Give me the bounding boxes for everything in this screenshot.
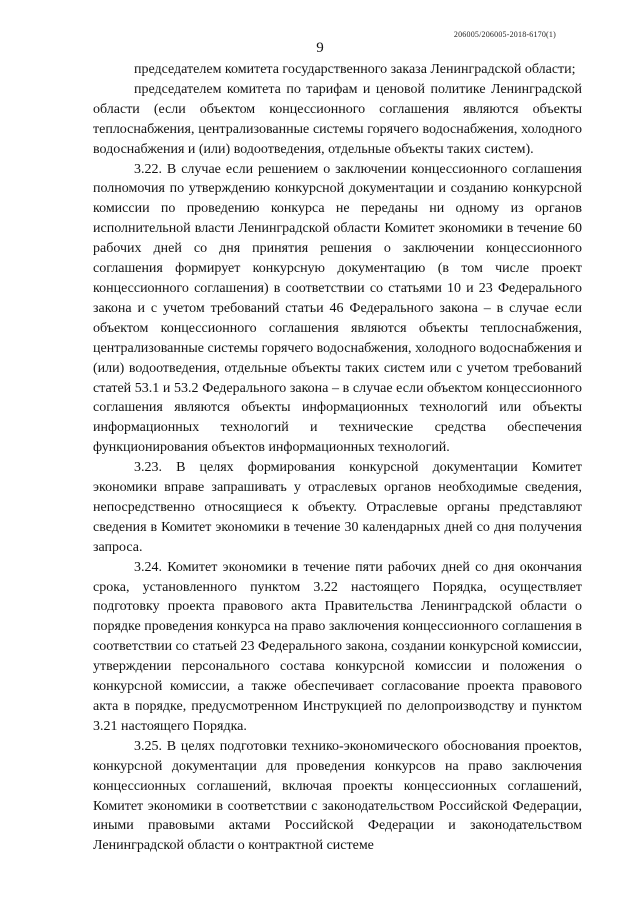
document-id: 206005/206005-2018-6170(1) (453, 30, 556, 39)
paragraph: 3.23. В целях формирования конкурсной документации Комитет экономики вправе запрашивать у отраслевых органов необходимые сведения, непосредственно относящиеся к объекту. Отраслевые органы представляют сведения в Комитет экономики в течение 30 календарных дней со дня получения запроса. (93, 460, 582, 555)
paragraph: председателем комитета по тарифам и ценовой политике Ленинградской области (если объектом концессионного соглашения являются объекты теплоснабжения, централизованные системы горячего водоснабжения, холодного водоснабжения и (или) водоотведения, отдельные объекты таких систем). (93, 81, 582, 157)
paragraph: 3.22. В случае если решением о заключении концессионного соглашения полномочия по утверждению конкурсной документации и созданию конкурсной комиссии по проведению конкурса не переданы ни одному из органов исполнительной власти Ленинградской области Комитет экономики в течение 60 рабочих дней со дня принятия решения о заключении концессионного соглашения формирует конкурсную документацию (в том числе проект концессионного соглашения) в соответствии со статьями 10 и 23 Федерального закона и с учетом требований статьи 46 Федерального закона – в случае если объектом концессионного соглашения являются объекты теплоснабжения, централизованные системы горячего водоснабжения, холодного водоснабжения и (или) водоотведения, отдельные объекты таких систем или с учетом требований статей 53.1 и 53.2 Федерального закона – в случае если объектом концессионного соглашения являются объекты информационных технологий или объекты информационных технологий и технические средства обеспечения функционирования объектов информационных технологий. (93, 161, 582, 456)
paragraph: председателем комитета государственного заказа Ленинградской области; (134, 62, 576, 77)
page-number: 9 (316, 40, 324, 56)
paragraph: 3.25. В целях подготовки технико-экономического обоснования проектов, конкурсной документации для проведения конкурсов на право заключения концессионных соглашений, включая проекты концессионных соглашений, Комитет экономики в соответствии с законодательством Российской Федерации, иными правовыми актами Российской Федерации и законодательством Ленинградской области о контрактной системе (93, 738, 582, 854)
paragraph: 3.24. Комитет экономики в течение пяти рабочих дней со дня окончания срока, установленного пунктом 3.22 настоящего Порядка, осуществляет подготовку проекта правового акта Правительства Ленинградской области о порядке проведения конкурса на право заключения концессионного соглашения в соответствии со статьей 23 Федерального закона, создании конкурсной комиссии, утверждении персонального состава конкурсной комиссии и положения о конкурсной комиссии, а также обеспечивает согласование проекта правового акта в порядке, предусмотренном Инструкцией по делопроизводству и пунктом 3.21 настоящего Порядка. (93, 559, 582, 734)
document-body (93, 60, 582, 856)
